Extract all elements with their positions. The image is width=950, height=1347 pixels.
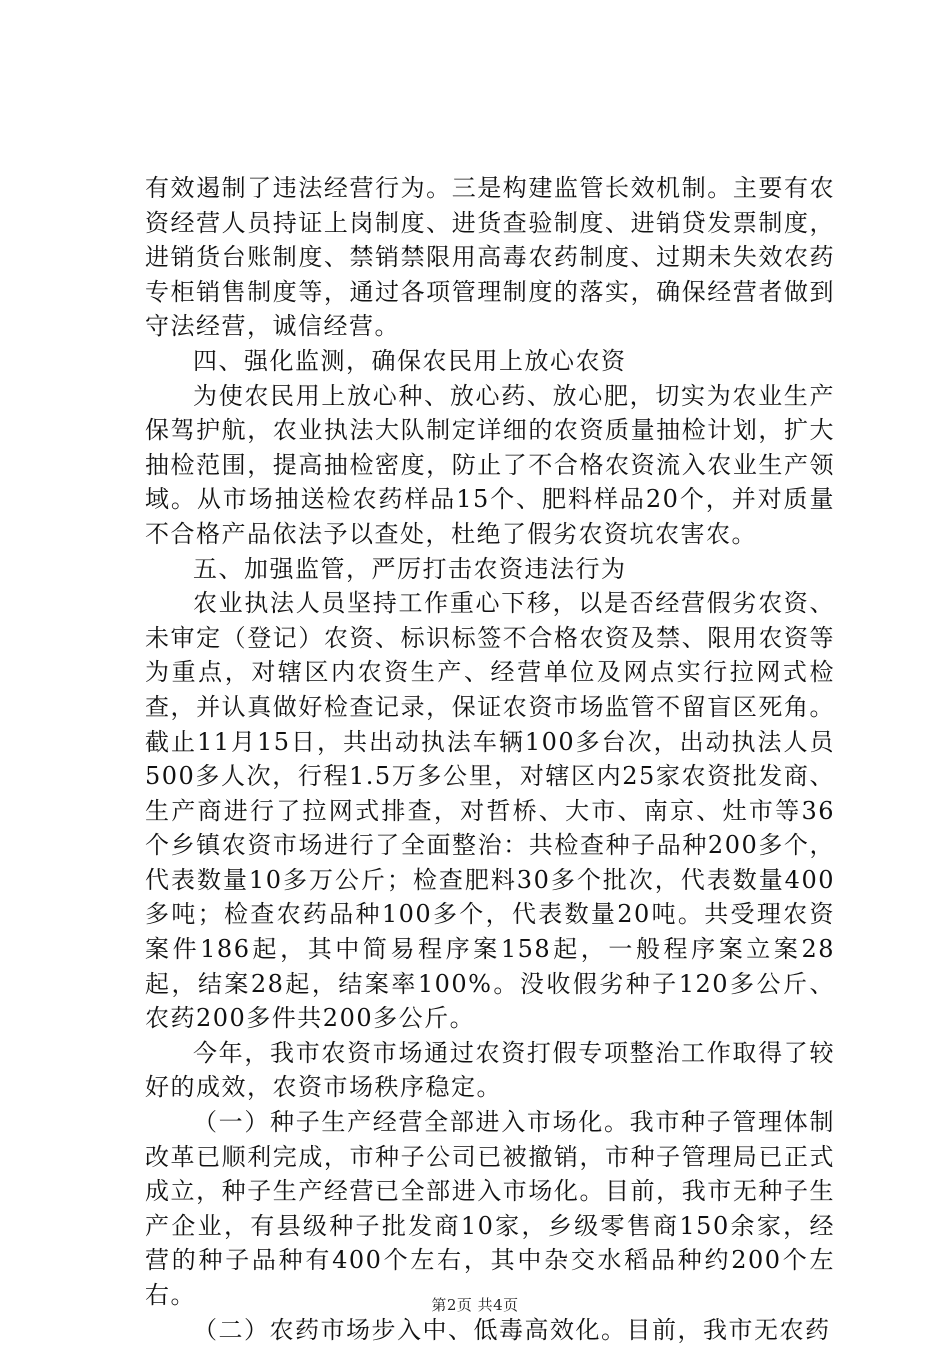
paragraph-summary: 今年，我市农资市场通过农资打假专项整治工作取得了较好的成效，农资市场秩序稳定。 — [145, 1038, 835, 1102]
document-body — [145, 171, 835, 1347]
paragraph-pesticide-market: （二）农药市场步入中、低毒高效化。目前，我市无农药 — [193, 1315, 831, 1344]
section-heading-4: 四、强化监测，确保农民用上放心农资 — [193, 346, 627, 375]
section-heading-5: 五、加强监管，严厉打击农资违法行为 — [193, 554, 627, 583]
paragraph-enforcement: 农业执法人员坚持工作重心下移，以是否经营假劣农资、未审定（登记）农资、标识标签不合格农资及禁、限用农资等为重点，对辖区内农资生产、经营单位及网点实行拉网式检查，并认真做好检查记录，保证农资市场监管不留盲区死角。截止11月15日，共出动执法车辆100多台次，出动执法人员500多人次，行程1.5万多公里，对辖区内25家农资批发商、生产商进行了拉网式排查，对哲桥、大市、南京、灶市等36个乡镇农资市场进行了全面整治：共检查种子品种200多个，代表数量10多万公斤；检查肥料30多个批次，代表数量400多吨；检查农药品种100多个，代表数量20吨。共受理农资案件186起，其中简易程序案158起，一般程序案立案28起，结案28起，结案率100%。没收假劣种子120多公斤、农药200多件共200多公斤。 — [145, 589, 835, 1033]
page-footer: 第2页 共4页 — [431, 1296, 519, 1314]
paragraph-monitoring: 为使农民用上放心种、放心药、放心肥，切实为农业生产保驾护航，农业执法大队制定详细的农资质量抽检计划，扩大抽检范围，提高抽检密度，防止了不合格农资流入农业生产领域。从市场抽送检农药样品15个、肥料样品20个，并对质量不合格产品依法予以查处，杜绝了假劣农资坑农害农。 — [145, 381, 835, 548]
paragraph-continuation: 有效遏制了违法经营行为。三是构建监管长效机制。主要有农资经营人员持证上岗制度、进货查验制度、进销贷发票制度，进销货台账制度、禁销禁限用高毒农药制度、过期未失效农药专柜销售制度等，通过各项管理制度的落实，确保经营者做到守法经营，诚信经营。 — [145, 174, 835, 341]
paragraph-seed-market: （一）种子生产经营全部进入市场化。我市种子管理体制改革已顺利完成，市种子公司已被撤销，市种子管理局已正式成立，种子生产经营已全部进入市场化。目前，我市无种子生产企业，有县级种子批发商10家，乡级零售商150余家，经营的种子品种有400个左右，其中杂交水稻品种约200个左右。 — [145, 1108, 835, 1309]
